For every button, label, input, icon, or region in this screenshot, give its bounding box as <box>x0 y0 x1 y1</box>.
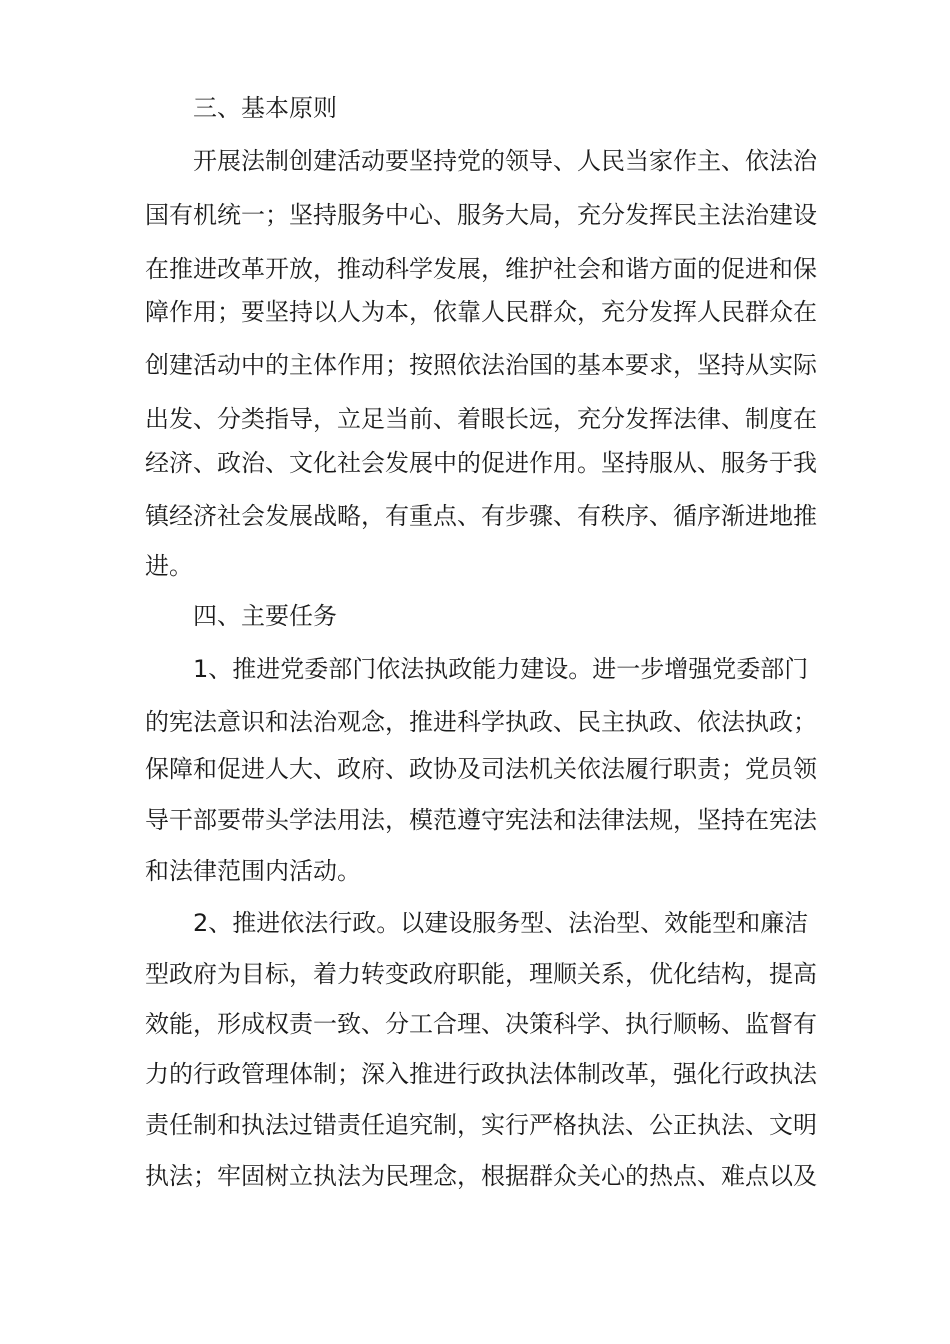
paragraph-line: 开展法制创建活动要坚持党的领导、人民当家作主、依法治 <box>193 147 817 175</box>
paragraph-line: 进。 <box>145 552 193 580</box>
paragraph-line: 创建活动中的主体作用；按照依法治国的基本要求，坚持从实际 <box>145 351 817 379</box>
paragraph-line: 型政府为目标，着力转变政府职能，理顺关系，优化结构，提高 <box>145 960 817 988</box>
paragraph-line: 镇经济社会发展战略，有重点、有步骤、有秩序、循序渐进地推 <box>145 502 817 530</box>
paragraph-line: 障作用；要坚持以人为本，依靠人民群众，充分发挥人民群众在 <box>145 298 817 326</box>
paragraph-line: 力的行政管理体制；深入推进行政执法体制改革，强化行政执法 <box>145 1060 817 1088</box>
paragraph-line: 和法律范围内活动。 <box>145 857 361 885</box>
paragraph-line: 保障和促进人大、政府、政协及司法机关依法履行职责；党员领 <box>145 755 817 783</box>
paragraph-line: 出发、分类指导，立足当前、着眼长远，充分发挥法律、制度在 <box>145 405 817 433</box>
paragraph-line: 导干部要带头学法用法，模范遵守宪法和法律法规，坚持在宪法 <box>145 806 817 834</box>
paragraph-line: 国有机统一；坚持服务中心、服务大局，充分发挥民主法治建设 <box>145 201 817 229</box>
heading-basic-principles: 三、基本原则 <box>193 94 337 122</box>
heading-main-tasks: 四、主要任务 <box>193 602 337 630</box>
paragraph-line: 责任制和执法过错责任追究制，实行严格执法、公正执法、文明 <box>145 1111 817 1139</box>
paragraph-line: 在推进改革开放，推动科学发展，维护社会和谐方面的促进和保 <box>145 255 817 283</box>
paragraph-line: 1、推进党委部门依法执政能力建设。进一步增强党委部门 <box>193 655 809 683</box>
paragraph-line: 的宪法意识和法治观念，推进科学执政、民主执政、依法执政； <box>145 708 817 736</box>
paragraph-line: 效能，形成权责一致、分工合理、决策科学、执行顺畅、监督有 <box>145 1010 817 1038</box>
paragraph-line: 执法；牢固树立执法为民理念，根据群众关心的热点、难点以及 <box>145 1162 817 1190</box>
paragraph-line: 2、推进依法行政。以建设服务型、法治型、效能型和廉洁 <box>193 909 809 937</box>
paragraph-line: 经济、政治、文化社会发展中的促进作用。坚持服从、服务于我 <box>145 449 817 477</box>
